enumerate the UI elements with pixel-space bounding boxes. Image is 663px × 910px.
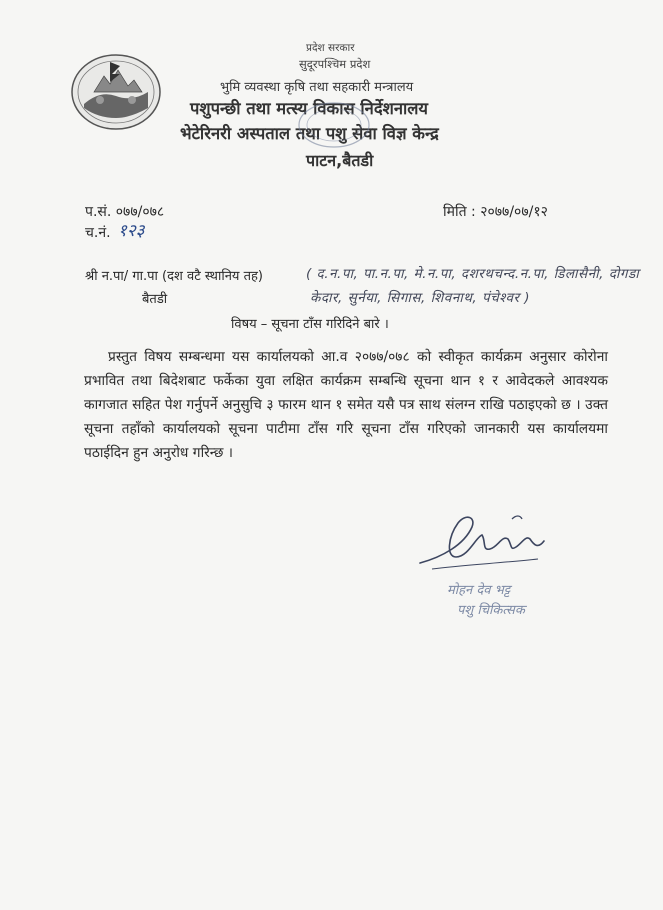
header-ministry: भुमि व्यवस्था कृषि तथा सहकारी मन्त्रालय: [220, 80, 414, 95]
letter-body: [84, 345, 608, 465]
header-address: पाटन,बैतडी: [306, 151, 374, 170]
government-emblem-icon: [70, 52, 162, 132]
addressee-district: बैतडी: [142, 292, 168, 307]
header-directorate: पशुपन्छी तथा मत्स्य विकास निर्देशनालय: [190, 99, 429, 118]
handwritten-municipalities-line1: ( द.न.पा, पा.न.पा, मे.न.पा, दशरथचन्द.न.पा, डिलासैनी, दोगडा: [306, 266, 640, 282]
body-paragraph: प्रस्तुत विषय सम्बन्धमा यस कार्यालयको आ.व २०७७/०७८ को स्वीकृत कार्यक्रम अनुसार कोरोना प्रभावित तथा बिदेशबाट फर्केका युवा लक्षित कार्यक्रम सम्बन्धि सूचना थान १ र आवेदकले आवश्यक कागजात सहित पेश गर्नुपर्ने अनुसुचि ३ फारम थान १ समेत यसै पत्र साथ संलग्न राखि पठाइएको छ । उक्त सूचना तहाँको कार्यालयको सूचना पाटीमा टाँस गरि सूचना टाँस गरिएको जानकारी यस कार्यालयमा पठाईदिन हुन अनुरोध गरिन्छ ।: [84, 349, 608, 461]
letter-subject: विषय – सूचना टाँस गरिदिने बारे ।: [231, 317, 389, 332]
header-center: भेटेरिनरी अस्पताल तथा पशु सेवा विज्ञ केन्द्र: [180, 124, 439, 143]
reference-number: प.सं. ०७७/०७८: [85, 204, 165, 220]
header-province: सुदूरपश्चिम प्रदेश: [299, 57, 371, 71]
signature-icon: [412, 505, 572, 585]
signatory-name: मोहन देव भट्ट: [447, 583, 511, 598]
dispatch-number-label: च.नं.: [85, 225, 111, 241]
header-government: प्रदेश सरकार: [306, 42, 355, 54]
dispatch-number-value: १२३: [118, 221, 145, 241]
handwritten-municipalities-line2: केदार, सुर्नया, सिगास, शिवनाथ, पंचेश्वर ): [310, 290, 531, 306]
signatory-title: पशु चिकित्सक: [457, 603, 525, 618]
addressee-line: श्री न.पा/ गा.पा (दश वटै स्थानिय तह): [85, 269, 263, 284]
letter-date: मिति : २०७७/०७/१२: [443, 204, 548, 220]
office-stamp-icon: [296, 100, 372, 150]
